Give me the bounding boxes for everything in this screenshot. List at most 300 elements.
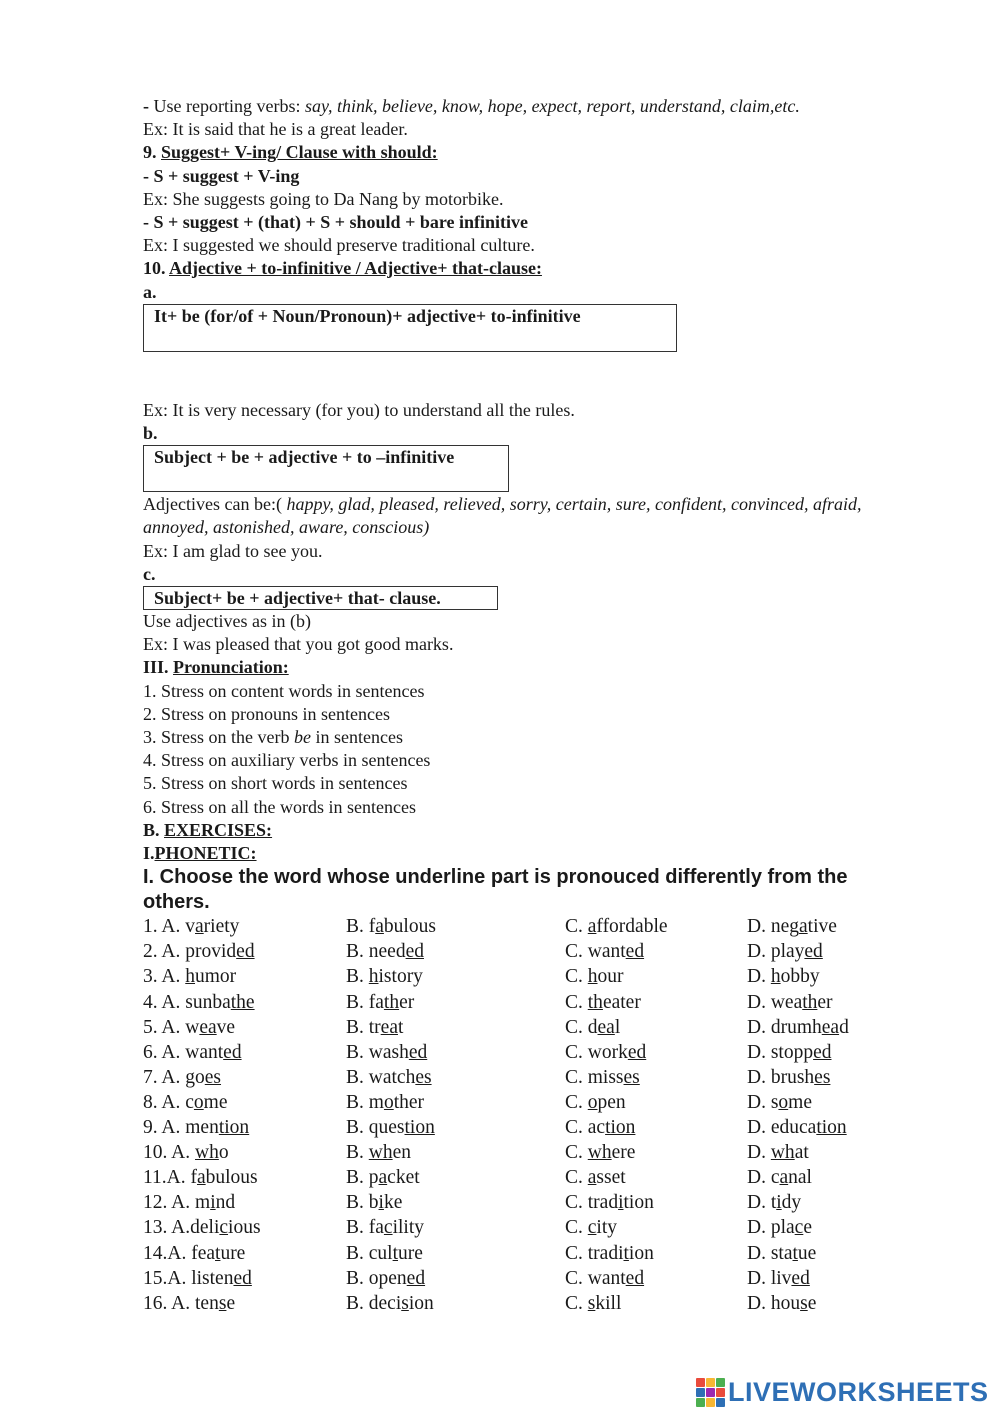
underlined-part: c <box>794 1217 804 1239</box>
underlined-part: ed <box>625 1267 645 1289</box>
option-text: umor <box>195 966 237 988</box>
option-text: tion <box>623 1192 654 1214</box>
option-text: d <box>839 1016 849 1038</box>
answer-option[interactable] <box>143 1291 235 1316</box>
option-text: 15.A. listen <box>143 1267 234 1289</box>
adjectives-list <box>143 493 923 539</box>
option-text: e <box>803 1217 812 1239</box>
option-text: B. fa <box>346 1217 384 1239</box>
answer-option[interactable] <box>346 1266 425 1291</box>
answer-option[interactable] <box>143 1241 245 1266</box>
underlined-part: ed <box>236 941 255 963</box>
option-text: 7. A. go <box>143 1066 205 1088</box>
answer-option[interactable] <box>565 1040 646 1065</box>
section-number: B. <box>143 819 165 840</box>
option-text: 2. A. provid <box>143 941 237 963</box>
logo-square <box>696 1388 705 1397</box>
option-text: er <box>817 991 833 1013</box>
underlined-part: o <box>587 1091 598 1113</box>
underlined-part: ea <box>821 1016 840 1038</box>
option-text: D. hou <box>747 1292 801 1314</box>
underlined-part: tion <box>404 1117 435 1139</box>
answer-option[interactable] <box>143 1165 258 1190</box>
answer-option[interactable] <box>565 939 644 964</box>
logo-square <box>696 1378 705 1387</box>
underlined-part: a <box>375 916 384 938</box>
underlined-part: a <box>378 1167 388 1189</box>
answer-option[interactable] <box>747 1241 816 1266</box>
underlined-part: t <box>623 1242 629 1264</box>
underlined-part: a <box>587 916 597 938</box>
example: Ex: I suggested we should preserve traditional culture. <box>143 235 535 256</box>
option-text: 3. A. <box>143 966 186 988</box>
option-text: obby <box>780 966 820 988</box>
section-title: EXERCISES: <box>164 819 273 840</box>
underlined-part: ed <box>406 1267 426 1289</box>
option-text: D. educa <box>747 1117 817 1139</box>
logo-text: LIVEWORKSHEETS <box>728 1376 989 1407</box>
question-list <box>143 914 923 1316</box>
underlined-part: h <box>587 966 598 988</box>
underlined-part: wh <box>368 1142 393 1164</box>
underlined-part: i <box>378 1192 384 1214</box>
answer-option[interactable] <box>565 1115 635 1140</box>
answer-option[interactable] <box>747 1215 812 1240</box>
section-number: 9. <box>143 142 161 163</box>
answer-option[interactable] <box>747 1040 832 1065</box>
option-text: D. wea <box>747 991 803 1013</box>
answer-option[interactable] <box>346 1015 403 1040</box>
option-text: ere <box>611 1142 636 1164</box>
answer-option[interactable] <box>565 1140 635 1165</box>
option-text: ue <box>797 1242 817 1264</box>
underlined-part: c <box>587 1217 597 1239</box>
section-number: I. <box>143 843 155 864</box>
underlined-part: ea <box>380 1016 398 1038</box>
option-text: D. play <box>747 941 805 963</box>
option-text: B. <box>346 1142 369 1164</box>
option-text: nal <box>788 1167 812 1189</box>
option-text: 10. A. <box>143 1142 196 1164</box>
underlined-part: ea <box>597 1016 615 1038</box>
question-row <box>143 1241 923 1266</box>
answer-option[interactable] <box>143 1040 242 1065</box>
option-text: 11.A. f <box>143 1167 197 1189</box>
underlined-part: ed <box>408 1041 428 1063</box>
list-item: 1. Stress on content words in sentences <box>143 680 425 701</box>
section-number: 10. <box>143 258 170 279</box>
option-text: ion <box>408 1292 434 1314</box>
underlined-part: h <box>770 966 781 988</box>
option-text: ity <box>596 1217 618 1239</box>
underlined-part: s <box>401 1292 409 1314</box>
option-text: D. c <box>747 1167 780 1189</box>
underlined-part: ea <box>199 1016 217 1038</box>
option-text: eater <box>602 991 641 1013</box>
answer-option[interactable] <box>346 964 423 989</box>
option-text: B. m <box>346 1091 384 1113</box>
option-text: C. <box>565 1292 588 1314</box>
section-number: III. <box>143 657 174 678</box>
question-row <box>143 939 923 964</box>
answer-option[interactable] <box>565 1015 620 1040</box>
option-text: C. <box>565 1167 588 1189</box>
option-text: 6. A. want <box>143 1041 224 1063</box>
answer-option[interactable] <box>565 1190 654 1215</box>
pronunciation-heading <box>143 656 923 679</box>
logo-square <box>716 1398 725 1407</box>
section-9-heading <box>143 141 923 164</box>
underlined-part: es <box>415 1066 432 1088</box>
list-item <box>143 726 923 749</box>
question-row <box>143 1065 923 1090</box>
underlined-part: th <box>383 991 400 1013</box>
option-text: en <box>392 1142 412 1164</box>
answer-option[interactable] <box>747 1115 847 1140</box>
option-text: ure <box>398 1242 423 1264</box>
option-text: 14.A. fea <box>143 1242 216 1264</box>
answer-option[interactable] <box>565 1165 626 1190</box>
option-text: 12. A. m <box>143 1192 211 1214</box>
underlined-part: ed <box>405 941 424 963</box>
underlined-part: i <box>210 1192 216 1214</box>
option-text: pen <box>597 1091 626 1113</box>
option-text: 8. A. c <box>143 1091 194 1113</box>
formula-box-b <box>143 445 509 492</box>
formula-box-text: It+ be (for/of + Noun/Pronoun)+ adjective+ to-infinitive <box>154 305 581 326</box>
subsection-label-b: b. <box>143 423 158 444</box>
note: Use adjectives as in (b) <box>143 611 311 632</box>
option-text: C. want <box>565 1267 626 1289</box>
option-text: l <box>614 1016 621 1038</box>
example: Ex: I was pleased that you got good marks. <box>143 634 454 655</box>
option-text: B. deci <box>346 1292 402 1314</box>
option-text: nd <box>215 1192 236 1214</box>
underlined-part: ed <box>627 1041 647 1063</box>
answer-option[interactable] <box>747 964 820 989</box>
underlined-part: wh <box>770 1142 795 1164</box>
answer-option[interactable] <box>346 990 414 1015</box>
adjectives-values: happy, glad, pleased, relieved, sorry, certain, sure, confident, convinced, afraid, annoyed, astonished, aware, conscious) <box>143 494 862 538</box>
logo-square <box>706 1388 715 1397</box>
underlined-part: th <box>587 991 603 1013</box>
underlined-part: o <box>193 1091 204 1113</box>
option-text: D. s <box>747 1091 779 1113</box>
section-title: Suggest+ V-ing/ Clause with should: <box>161 142 438 163</box>
underlined-part: ed <box>813 1041 832 1063</box>
option-text: me <box>788 1091 812 1113</box>
option-text: 1. A. v <box>143 916 196 938</box>
answer-option[interactable] <box>143 990 255 1015</box>
answer-option[interactable] <box>346 1291 434 1316</box>
underlined-part: tion <box>605 1117 636 1139</box>
answer-option[interactable] <box>565 1241 654 1266</box>
underlined-part: tion <box>816 1117 847 1139</box>
option-text: cket <box>387 1167 420 1189</box>
answer-option[interactable] <box>346 1040 427 1065</box>
example: Ex: It is very necessary (for you) to understand all the rules. <box>143 399 575 420</box>
answer-option[interactable] <box>143 1115 249 1140</box>
option-text: C. ac <box>565 1117 606 1139</box>
underlined-part: es <box>814 1066 831 1088</box>
option-text: B. watch <box>346 1066 416 1088</box>
option-text: e <box>807 1292 817 1314</box>
option-text: sset <box>596 1167 626 1189</box>
section-title: Pronunciation: <box>173 657 289 678</box>
question-row <box>143 1115 923 1140</box>
answer-option[interactable] <box>346 939 424 964</box>
section-title: PHONETIC: <box>154 843 257 864</box>
underlined-part: o <box>383 1091 394 1113</box>
worksheet-page <box>143 95 923 1316</box>
question-row <box>143 1090 923 1115</box>
underlined-part: o <box>778 1091 789 1113</box>
option-text: B. cul <box>346 1242 393 1264</box>
option-text: C. <box>565 1142 588 1164</box>
underlined-part: ed <box>804 941 823 963</box>
answer-option[interactable] <box>747 1165 812 1190</box>
answer-option[interactable] <box>143 1090 228 1115</box>
option-text: ure <box>220 1242 246 1264</box>
answer-option[interactable] <box>565 1215 617 1240</box>
underlined-part: ed <box>223 1041 242 1063</box>
answer-option[interactable] <box>747 1140 809 1165</box>
option-text: B. wash <box>346 1041 409 1063</box>
phonetic-heading <box>143 842 923 865</box>
underlined-part: c <box>383 1217 393 1239</box>
option-text: D. drumh <box>747 1016 822 1038</box>
underlined-part: s <box>218 1292 227 1314</box>
question-row <box>143 964 923 989</box>
answer-option[interactable] <box>143 914 239 939</box>
answer-option[interactable] <box>346 1115 435 1140</box>
option-text: ility <box>392 1217 424 1239</box>
question-row <box>143 1165 923 1190</box>
formula-box-text: Subject+ be + adjective+ that- clause. <box>154 588 441 609</box>
logo-square <box>716 1378 725 1387</box>
answer-option[interactable] <box>565 1266 644 1291</box>
logo-square <box>706 1378 715 1387</box>
option-text: D. liv <box>747 1267 792 1289</box>
answer-option[interactable] <box>143 939 255 964</box>
option-text: D. t <box>747 1192 777 1214</box>
underlined-part: t <box>215 1242 221 1264</box>
answer-option[interactable] <box>346 1190 402 1215</box>
option-text: D. pla <box>747 1217 795 1239</box>
section-10-heading <box>143 257 923 280</box>
option-text: kill <box>595 1292 622 1314</box>
underlined-part: ed <box>791 1267 810 1289</box>
option-text: D. <box>747 1142 771 1164</box>
option-text: C. tradi <box>565 1242 624 1264</box>
answer-option[interactable] <box>143 1215 261 1240</box>
subsection-label-a: a. <box>143 281 157 302</box>
formula: - S + suggest + (that) + S + should + bare infinitive <box>143 212 528 233</box>
option-text: bulous <box>205 1167 258 1189</box>
underlined-part: a <box>195 916 204 938</box>
option-text: C. want <box>565 941 626 963</box>
underlined-part: tion <box>218 1117 250 1139</box>
option-text: 5. A. w <box>143 1016 200 1038</box>
option-text: C. <box>565 916 588 938</box>
answer-option[interactable] <box>346 1140 411 1165</box>
option-text: 13. A.deli <box>143 1217 220 1239</box>
option-text: at <box>794 1142 809 1164</box>
option-text: D. sta <box>747 1242 793 1264</box>
answer-option[interactable] <box>346 1090 424 1115</box>
option-text: C. <box>565 991 588 1013</box>
question-row <box>143 990 923 1015</box>
exercises-heading <box>143 819 923 842</box>
list-item: 2. Stress on pronouns in sentences <box>143 703 390 724</box>
option-text: ion <box>628 1242 654 1264</box>
example: Ex: She suggests going to Da Nang by motorbike. <box>143 188 504 209</box>
question-row <box>143 1291 923 1316</box>
section-title: Adjective + to-infinitive / Adjective+ that-clause: <box>169 258 542 279</box>
answer-option[interactable] <box>747 1090 812 1115</box>
underlined-part: a <box>799 916 808 938</box>
exercise-instruction: I. Choose the word whose underline part is pronouced differently from the others. <box>143 866 848 913</box>
option-text: D. neg <box>747 916 799 938</box>
option-text: tive <box>807 916 837 938</box>
underlined-part: i <box>776 1192 782 1214</box>
option-text: ious <box>228 1217 261 1239</box>
answer-option[interactable] <box>747 1015 849 1040</box>
underlined-part: es <box>204 1066 222 1088</box>
question-row <box>143 1215 923 1240</box>
logo-mark-icon <box>696 1378 725 1407</box>
question-row <box>143 1190 923 1215</box>
underlined-part: a <box>587 1167 597 1189</box>
answer-option[interactable] <box>346 1065 432 1090</box>
answer-option[interactable] <box>143 1140 229 1165</box>
option-text: me <box>203 1091 228 1113</box>
underlined-part: wh <box>587 1142 612 1164</box>
answer-option[interactable] <box>143 964 236 989</box>
logo-square <box>716 1388 725 1397</box>
formula-box-text: Subject + be + adjective + to –infinitive <box>154 447 455 468</box>
underlined-part: a <box>779 1167 789 1189</box>
answer-option[interactable] <box>747 939 823 964</box>
answer-option[interactable] <box>747 914 837 939</box>
answer-option[interactable] <box>143 1015 235 1040</box>
option-text: dy <box>781 1192 802 1214</box>
underlined-part: the <box>230 991 255 1013</box>
reporting-label: Use reporting verbs: <box>153 96 305 116</box>
formula-box-c <box>143 586 498 610</box>
underlined-part: s <box>800 1292 808 1314</box>
option-text: B. ques <box>346 1117 405 1139</box>
example: Ex: I am glad to see you. <box>143 540 323 561</box>
answer-option[interactable] <box>565 914 668 939</box>
option-text: e <box>226 1292 236 1314</box>
option-text: bulous <box>383 916 436 938</box>
underlined-part: a <box>196 1167 206 1189</box>
option-text: B. tr <box>346 1016 381 1038</box>
option-text: B. fa <box>346 991 384 1013</box>
option-text: D. <box>747 966 771 988</box>
underlined-part: i <box>618 1192 624 1214</box>
option-text: C. <box>565 1217 588 1239</box>
answer-option[interactable] <box>143 1065 221 1090</box>
option-text: our <box>597 966 624 988</box>
answer-option[interactable] <box>565 1090 626 1115</box>
question-row <box>143 1015 923 1040</box>
option-text: ffordable <box>596 916 668 938</box>
answer-option[interactable] <box>565 1291 621 1316</box>
option-text: ve <box>216 1016 236 1038</box>
subsection-label-c: c. <box>143 563 156 584</box>
logo-square <box>706 1398 715 1407</box>
logo-square <box>696 1398 705 1407</box>
list-item-text: in sentences <box>310 727 403 748</box>
option-text: 4. A. sunba <box>143 991 231 1013</box>
underlined-part: t <box>792 1242 798 1264</box>
answer-option[interactable] <box>143 1266 252 1291</box>
answer-option[interactable] <box>346 1165 420 1190</box>
answer-option[interactable] <box>747 1190 801 1215</box>
answer-option[interactable] <box>747 1266 810 1291</box>
answer-option[interactable] <box>565 964 624 989</box>
formula-box-a <box>143 304 677 352</box>
underlined-part: ed <box>625 941 645 963</box>
question-row <box>143 914 923 939</box>
option-text: istory <box>378 966 423 988</box>
answer-option[interactable] <box>747 1065 830 1090</box>
reporting-example: Ex: It is said that he is a great leader. <box>143 119 408 140</box>
underlined-part: wh <box>195 1142 219 1164</box>
option-text: C. work <box>565 1041 628 1063</box>
option-text: ke <box>383 1192 403 1214</box>
option-text: B. p <box>346 1167 379 1189</box>
answer-option[interactable] <box>565 1065 640 1090</box>
option-text: C. miss <box>565 1066 624 1088</box>
option-text: riety <box>203 916 240 938</box>
adjectives-label: Adjectives can be:( <box>143 494 287 515</box>
underlined-part: c <box>219 1217 229 1239</box>
bullet: - <box>143 96 154 116</box>
answer-option[interactable] <box>143 1190 235 1215</box>
answer-option[interactable] <box>346 1241 423 1266</box>
underlined-part: t <box>392 1242 399 1264</box>
option-text: o <box>218 1142 229 1164</box>
underlined-part: h <box>185 966 196 988</box>
option-text: B. f <box>346 916 376 938</box>
answer-option[interactable] <box>747 990 833 1015</box>
underlined-part: ed <box>233 1267 252 1289</box>
answer-option[interactable] <box>747 1291 816 1316</box>
list-item-text: 3. Stress on the verb <box>143 727 294 748</box>
answer-option[interactable] <box>346 914 436 939</box>
list-item: 5. Stress on short words in sentences <box>143 773 408 794</box>
formula: - S + suggest + V-ing <box>143 165 300 186</box>
list-item: 4. Stress on auxiliary verbs in sentences <box>143 750 431 771</box>
reporting-verbs-line <box>143 95 923 118</box>
reporting-verbs: say, think, believe, know, hope, expect, report, understand, claim,etc. <box>304 96 800 116</box>
answer-option[interactable] <box>565 990 641 1015</box>
option-text: B. need <box>346 941 406 963</box>
option-text: er <box>399 991 415 1013</box>
underlined-part: th <box>802 991 818 1013</box>
option-text: C. <box>565 966 588 988</box>
option-text: B. <box>346 966 369 988</box>
underlined-part: h <box>368 966 379 988</box>
option-text: C. trad <box>565 1192 619 1214</box>
option-text: C. d <box>565 1016 598 1038</box>
underlined-part: es <box>623 1066 640 1088</box>
answer-option[interactable] <box>346 1215 424 1240</box>
option-text: D. brush <box>747 1066 815 1088</box>
